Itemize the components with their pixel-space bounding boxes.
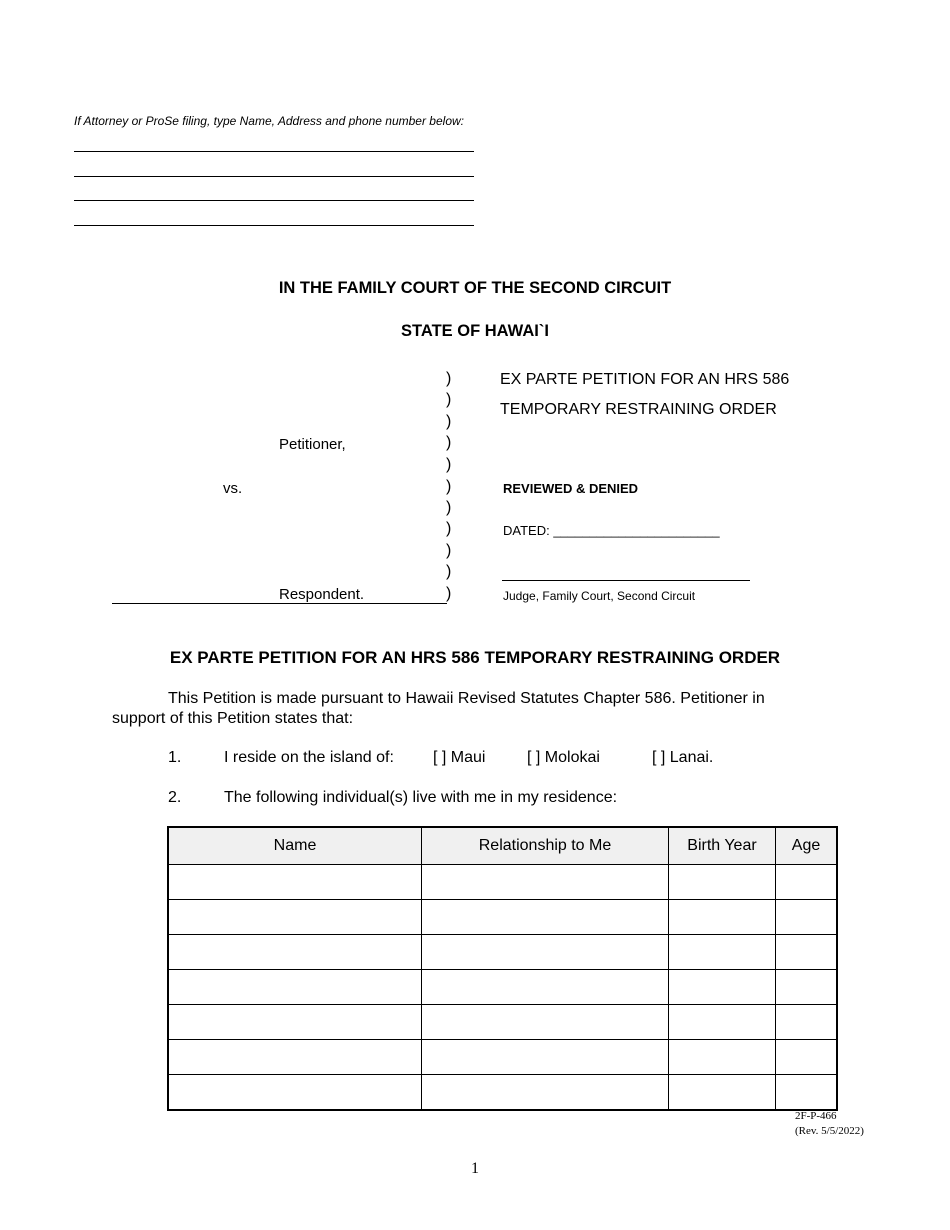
table-row — [168, 935, 837, 970]
reviewed-denied-label: REVIEWED & DENIED — [503, 481, 639, 496]
relationship-cell[interactable] — [422, 1005, 669, 1040]
intro-line-2: support of this Petition states that: — [112, 710, 354, 727]
petitioner-label: Petitioner, — [279, 436, 346, 453]
table-row — [168, 1040, 837, 1075]
caption-paren: ) — [446, 391, 452, 408]
table-row — [168, 1005, 837, 1040]
relationship-cell[interactable] — [422, 935, 669, 970]
island-checkbox-maui[interactable]: [ ] Maui — [433, 749, 486, 766]
caption-paren: ) — [446, 413, 452, 430]
caption-paren: ) — [446, 434, 452, 451]
judge-signature-line[interactable] — [502, 580, 750, 581]
column-header-relationship: Relationship to Me — [422, 827, 669, 865]
column-header-name: Name — [168, 827, 422, 865]
household-members-table — [167, 826, 838, 1111]
name-cell[interactable] — [168, 1005, 422, 1040]
caption-paren: ) — [446, 370, 452, 387]
form-revision: (Rev. 5/5/2022) — [795, 1125, 864, 1137]
table-row — [168, 865, 837, 900]
attorney-line-2[interactable] — [74, 176, 474, 177]
age-cell[interactable] — [776, 935, 838, 970]
birth-year-cell[interactable] — [669, 900, 776, 935]
respondent-line[interactable] — [112, 603, 447, 604]
caption-paren: ) — [446, 520, 452, 537]
caption-paren: ) — [446, 499, 452, 516]
age-cell[interactable] — [776, 1040, 838, 1075]
name-cell[interactable] — [168, 935, 422, 970]
table-row — [168, 900, 837, 935]
name-cell[interactable] — [168, 970, 422, 1005]
name-cell[interactable] — [168, 865, 422, 900]
caption-paren: ) — [446, 542, 452, 559]
caption-paren: ) — [446, 585, 452, 602]
table-header-row — [168, 827, 837, 865]
table-row — [168, 1075, 837, 1111]
attorney-instructions: If Attorney or ProSe filing, type Name, Address and phone number below: — [74, 114, 464, 128]
state-name: STATE OF HAWAI`I — [401, 322, 549, 340]
island-checkbox-lanai[interactable]: [ ] Lanai. — [652, 749, 714, 766]
item-2-text: The following individual(s) live with me in my residence: — [224, 789, 618, 806]
judge-label: Judge, Family Court, Second Circuit — [503, 589, 696, 603]
attorney-line-1[interactable] — [74, 151, 474, 152]
birth-year-cell[interactable] — [669, 1075, 776, 1111]
relationship-cell[interactable] — [422, 1075, 669, 1111]
item-1-text: I reside on the island of: — [224, 749, 394, 766]
caption-paren: ) — [446, 456, 452, 473]
page-number: 1 — [471, 1160, 479, 1177]
age-cell[interactable] — [776, 1075, 838, 1111]
age-cell[interactable] — [776, 865, 838, 900]
name-cell[interactable] — [168, 1075, 422, 1111]
attorney-line-3[interactable] — [74, 200, 474, 201]
relationship-cell[interactable] — [422, 970, 669, 1005]
age-cell[interactable] — [776, 1005, 838, 1040]
age-cell[interactable] — [776, 900, 838, 935]
dated-field[interactable]: DATED: _______________________ — [503, 523, 720, 538]
birth-year-cell[interactable] — [669, 865, 776, 900]
attorney-line-4[interactable] — [74, 225, 474, 226]
birth-year-cell[interactable] — [669, 1040, 776, 1075]
birth-year-cell[interactable] — [669, 935, 776, 970]
caption-paren: ) — [446, 478, 452, 495]
document-title-line-1: EX PARTE PETITION FOR AN HRS 586 — [500, 371, 790, 388]
form-number: 2F-P-466 — [795, 1110, 837, 1122]
section-title: EX PARTE PETITION FOR AN HRS 586 TEMPORARY RESTRAINING ORDER — [169, 648, 781, 667]
birth-year-cell[interactable] — [669, 1005, 776, 1040]
table-row — [168, 970, 837, 1005]
vs-label: vs. — [223, 480, 243, 497]
birth-year-cell[interactable] — [669, 970, 776, 1005]
caption-paren: ) — [446, 563, 452, 580]
column-header-age: Age — [776, 827, 838, 865]
column-header-birth-year: Birth Year — [669, 827, 776, 865]
intro-line-1: This Petition is made pursuant to Hawaii Revised Statutes Chapter 586. Petitioner in — [168, 690, 765, 707]
relationship-cell[interactable] — [422, 1040, 669, 1075]
name-cell[interactable] — [168, 900, 422, 935]
relationship-cell[interactable] — [422, 865, 669, 900]
respondent-label: Respondent. — [279, 586, 365, 603]
relationship-cell[interactable] — [422, 900, 669, 935]
island-checkbox-molokai[interactable]: [ ] Molokai — [527, 749, 600, 766]
name-cell[interactable] — [168, 1040, 422, 1075]
item-1-number: 1. — [168, 749, 182, 766]
item-2-number: 2. — [168, 789, 182, 806]
court-name: IN THE FAMILY COURT OF THE SECOND CIRCUIT — [278, 279, 672, 297]
document-title-line-2: TEMPORARY RESTRAINING ORDER — [500, 401, 777, 418]
age-cell[interactable] — [776, 970, 838, 1005]
